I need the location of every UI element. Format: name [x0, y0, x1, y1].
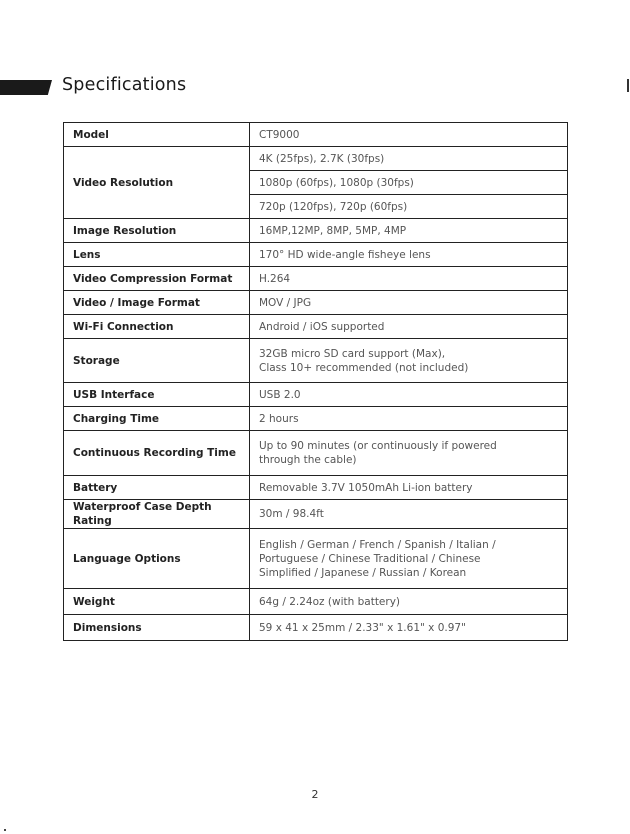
spec-label: Charging Time [64, 407, 250, 431]
spec-label: Waterproof Case Depth Rating [64, 500, 250, 529]
spec-value: H.264 [250, 267, 568, 291]
page-number: 2 [311, 788, 319, 801]
spec-label: Weight [64, 589, 250, 615]
spec-label: Dimensions [64, 615, 250, 641]
spec-value: 2 hours [250, 407, 568, 431]
section-marker-bar [0, 80, 52, 95]
spec-label: USB Interface [64, 383, 250, 407]
spec-value: USB 2.0 [250, 383, 568, 407]
spec-label: Lens [64, 243, 250, 267]
spec-label: Continuous Recording Time [64, 431, 250, 476]
table-row [64, 267, 568, 291]
table-row [64, 615, 568, 641]
table-row [64, 589, 568, 615]
table-row [64, 431, 568, 476]
spec-value: Android / iOS supported [250, 315, 568, 339]
spec-value: 720p (120fps), 720p (60fps) [250, 195, 568, 219]
spec-label: Video / Image Format [64, 291, 250, 315]
table-row [64, 315, 568, 339]
page-title: Specifications [62, 75, 187, 95]
table-row [64, 476, 568, 500]
spec-label: Wi-Fi Connection [64, 315, 250, 339]
table-row [64, 147, 568, 171]
spec-value: Up to 90 minutes (or continuously if powered through the cable) [250, 431, 568, 476]
edge-mark [627, 79, 629, 92]
spec-value: 64g / 2.24oz (with battery) [250, 589, 568, 615]
table-row [64, 500, 568, 529]
spec-value: 4K (25fps), 2.7K (30fps) [250, 147, 568, 171]
spec-value: 59 x 41 x 25mm / 2.33" x 1.61" x 0.97" [250, 615, 568, 641]
table-row [64, 383, 568, 407]
table-row [64, 529, 568, 589]
spec-value: MOV / JPG [250, 291, 568, 315]
table-row [64, 243, 568, 267]
spec-label: Storage [64, 339, 250, 383]
spec-label: Video Resolution [64, 147, 250, 219]
spec-label: Language Options [64, 529, 250, 589]
spec-label: Video Compression Format [64, 267, 250, 291]
table-row [64, 219, 568, 243]
spec-label: Battery [64, 476, 250, 500]
spec-value: 16MP,12MP, 8MP, 5MP, 4MP [250, 219, 568, 243]
spec-value: CT9000 [250, 123, 568, 147]
table-row [64, 123, 568, 147]
spec-value: English / German / French / Spanish / Italian / Portuguese / Chinese Traditional / Chinese Simplified / Japanese / Russian / Korean [250, 529, 568, 589]
scan-dot [4, 829, 6, 831]
spec-value: 30m / 98.4ft [250, 500, 568, 529]
specifications-table [63, 122, 568, 641]
spec-value: 170° HD wide-angle fisheye lens [250, 243, 568, 267]
table-row [64, 407, 568, 431]
spec-label: Model [64, 123, 250, 147]
table-row [64, 339, 568, 383]
table-row [64, 291, 568, 315]
spec-value: 32GB micro SD card support (Max), Class 10+ recommended (not included) [250, 339, 568, 383]
spec-value: 1080p (60fps), 1080p (30fps) [250, 171, 568, 195]
spec-label: Image Resolution [64, 219, 250, 243]
spec-value: Removable 3.7V 1050mAh Li-ion battery [250, 476, 568, 500]
